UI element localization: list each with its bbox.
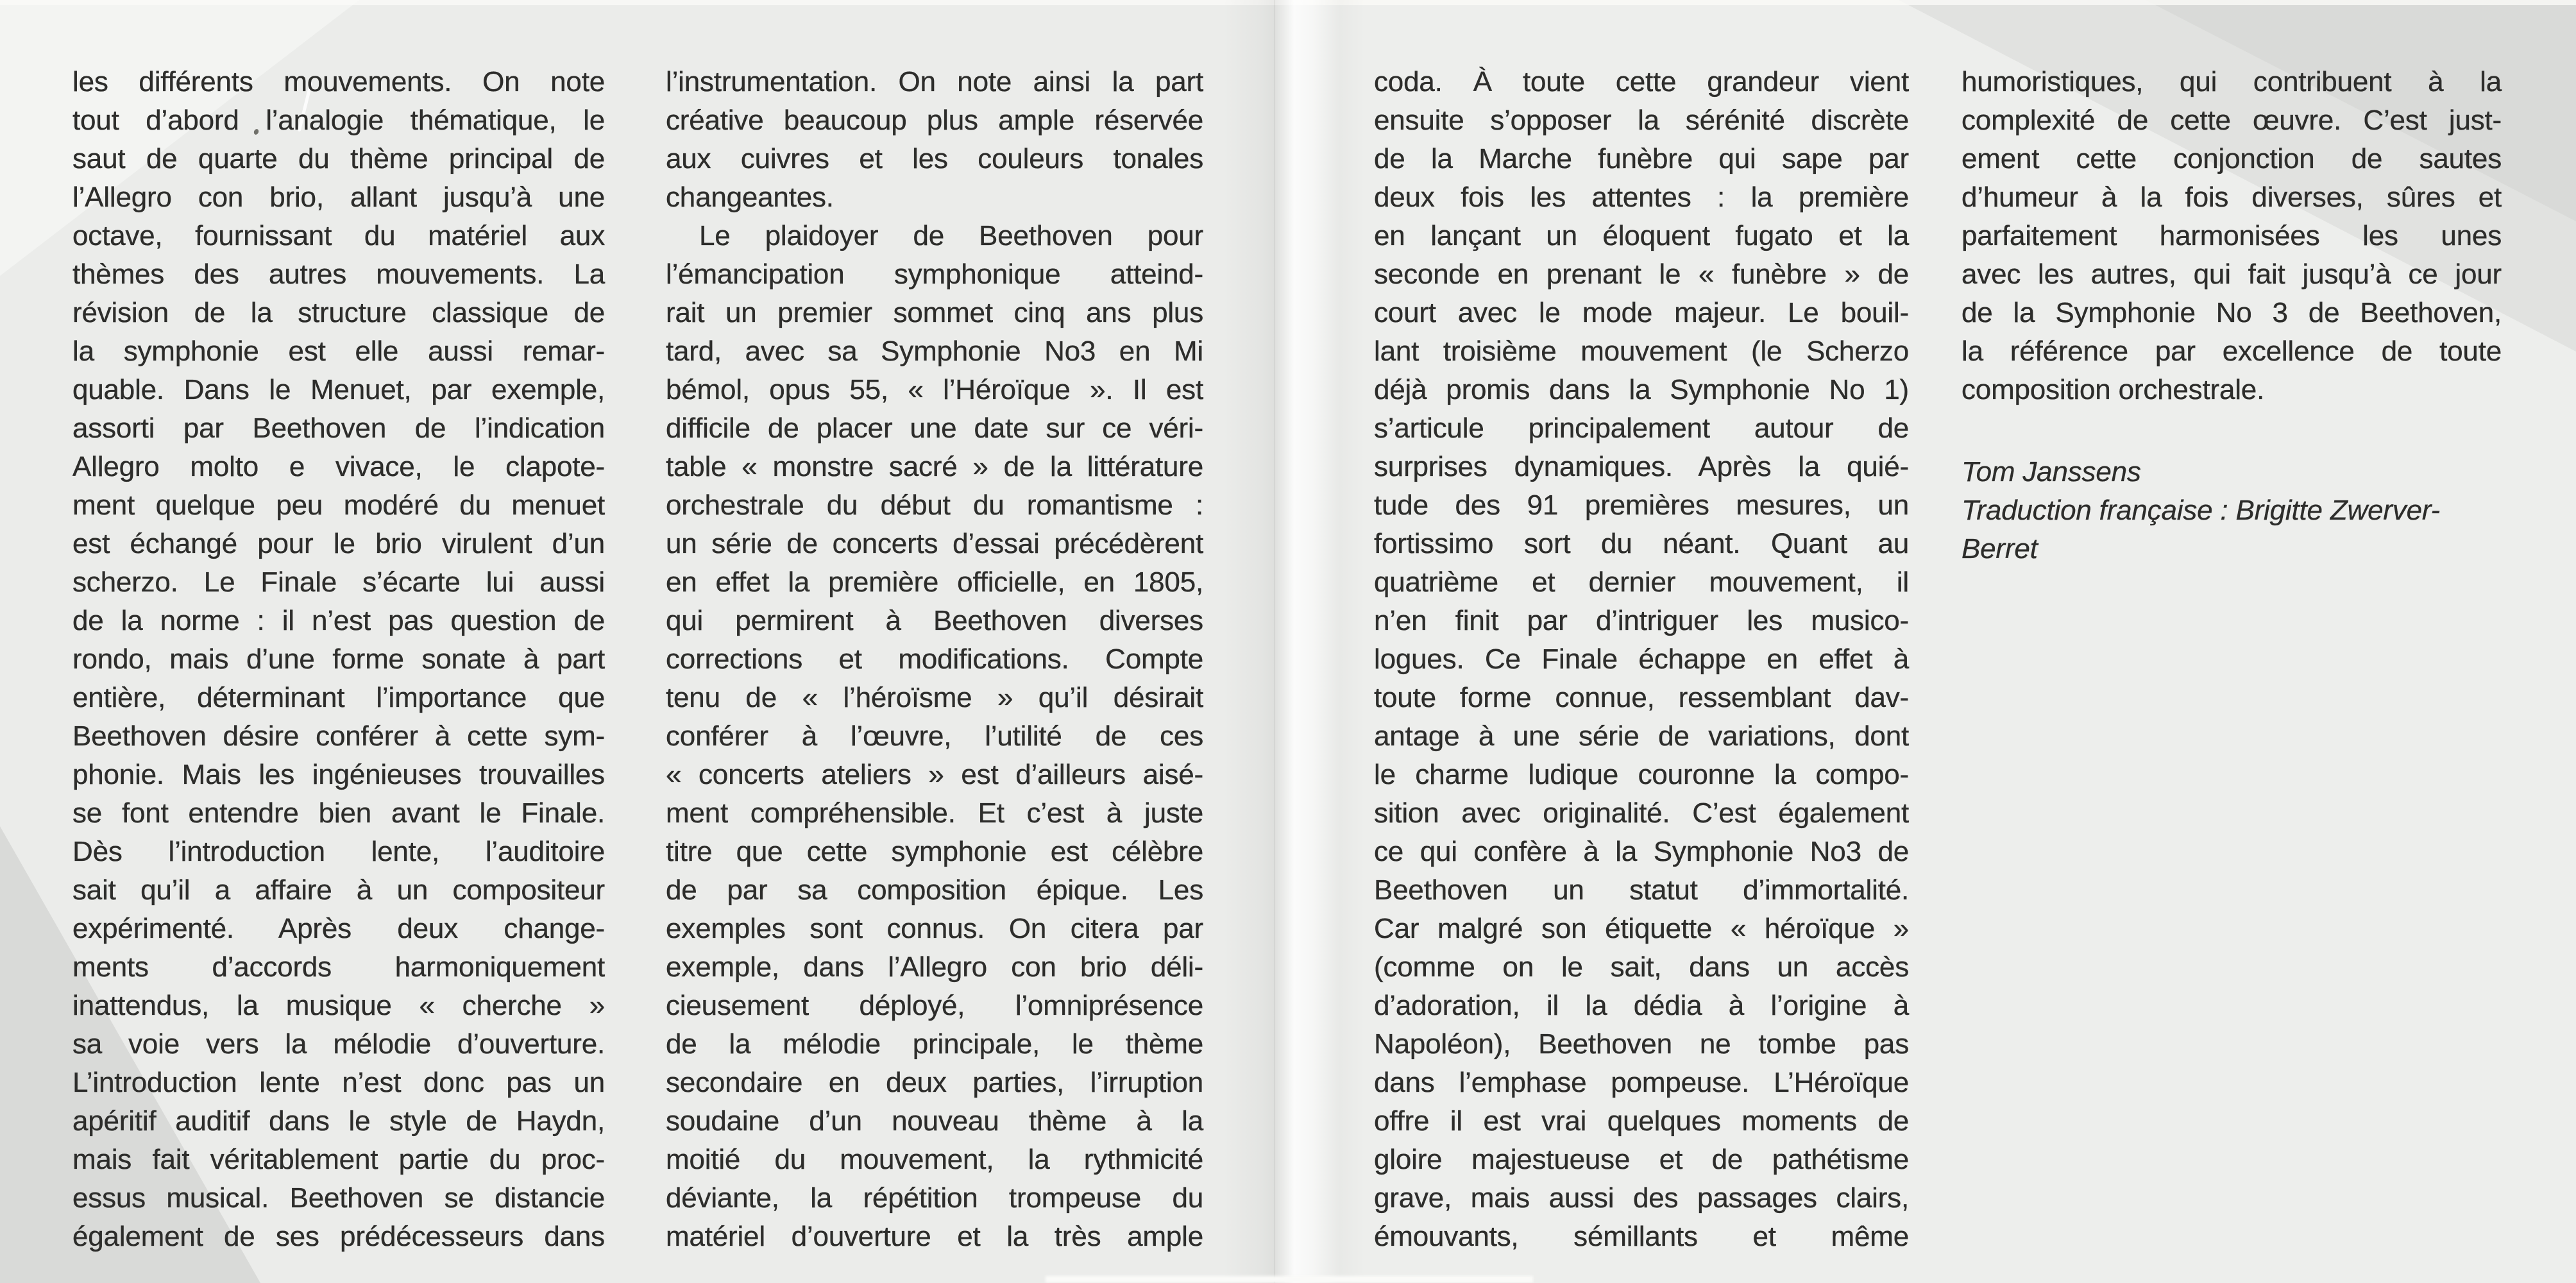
text-line: seconde en prenant le « funèbre » de [1374, 259, 1909, 290]
text-line: est échangé pour le brio virulent d’un [72, 528, 605, 559]
text-line: orchestrale du début du romantisme : [666, 489, 1203, 521]
text-line: court avec le mode majeur. Le bouil- [1374, 297, 1909, 328]
text-line: l’émancipation symphonique atteind- [666, 259, 1203, 290]
text-line: l’instrumentation. On note ainsi la part [666, 66, 1203, 98]
text-line: les différents mouvements. On note [72, 66, 605, 98]
text-line: tard, avec sa Symphonie No3 en Mi [666, 336, 1203, 367]
text-line: corrections et modifications. Compte [666, 643, 1203, 675]
text-line: la référence par excellence de toute [1962, 336, 2502, 367]
text-line: avec les autres, qui fait jusqu’à ce jour [1962, 259, 2502, 290]
text-line: Le plaidoyer de Beethoven pour [699, 220, 1203, 251]
text-line: sition avec originalité. C’est également [1374, 797, 1909, 829]
text-line: Beethoven désire conférer à cette sym- [72, 720, 605, 752]
text-line: lant troisième mouvement (le Scherzo [1374, 336, 1909, 367]
text-line: ment quelque peu modéré du menuet [72, 489, 605, 521]
text-line: offre il est vrai quelques moments de [1374, 1105, 1909, 1137]
text-line: changeantes. [666, 182, 834, 213]
text-line: exemples sont connus. On citera par [666, 913, 1203, 944]
text-line: table « monstre sacré » de la littérature [666, 451, 1203, 482]
text-line: moitié du mouvement, la rythmicité [666, 1144, 1203, 1175]
text-line: rondo, mais d’une forme sonate à part [72, 643, 605, 675]
text-line: secondaire en deux parties, l’irruption [666, 1067, 1203, 1098]
text-line: difficile de placer une date sur ce véri- [666, 412, 1203, 444]
text-line: de la norme : il n’est pas question de [72, 605, 605, 636]
text-line: mais fait véritablement partie du proc- [72, 1144, 605, 1175]
text-line: en effet la première officielle, en 1805, [666, 566, 1203, 598]
text-line: entière, déterminant l’importance que [72, 682, 605, 713]
text-line: logues. Ce Finale échappe en effet à [1374, 643, 1909, 675]
text-line: thèmes des autres mouvements. La [72, 259, 605, 290]
text-line: n’en finit par d’intriguer les musico- [1374, 605, 1909, 636]
text-line: tude des 91 premières mesures, un [1374, 489, 1909, 521]
text-line: grave, mais aussi des passages clairs, [1374, 1182, 1909, 1214]
text-line: sait qu’il a affaire à un compositeur [72, 874, 605, 906]
text-line: le charme ludique couronne la compo- [1374, 759, 1909, 790]
text-line: quatrième et dernier mouvement, il [1374, 566, 1909, 598]
text-line: L’introduction lente n’est donc pas un [72, 1067, 605, 1098]
text-line: de la mélodie principale, le thème [666, 1028, 1203, 1060]
text-line: « concerts ateliers » est d’ailleurs aisé- [666, 759, 1203, 790]
text-line: essus musical. Beethoven se distancie [72, 1182, 605, 1214]
text-line: Napoléon), Beethoven ne tombe pas [1374, 1028, 1909, 1060]
text-line: un série de concerts d’essai précédèrent [666, 528, 1203, 559]
text-line: cieusement déployé, l’omniprésence [666, 990, 1203, 1021]
text-line: tout d’abord l’analogie thématique, le [72, 105, 605, 136]
text-column-1 [72, 63, 605, 1256]
text-line: émouvants, sémillants et même [1374, 1221, 1909, 1252]
text-line: la symphonie est elle aussi remar- [72, 336, 605, 367]
text-line: de la Marche funèbre qui sape par [1374, 143, 1909, 174]
text-line: déjà promis dans la Symphonie No 1) [1374, 374, 1909, 405]
text-line: parfaitement harmonisées les unes [1962, 220, 2502, 251]
text-line: ensuite s’opposer la sérénité discrète [1374, 105, 1909, 136]
text-line: conférer à l’œuvre, l’utilité de ces [666, 720, 1203, 752]
text-line: l’Allegro con brio, allant jusqu’à une [72, 182, 605, 213]
text-line: fortissimo sort du néant. Quant au [1374, 528, 1909, 559]
text-line: octave, fournissant du matériel aux [72, 220, 605, 251]
credit-line: Traduction française : Brigitte Zwerver- [1962, 495, 2440, 526]
text-line: également de ses prédécesseurs dans [72, 1221, 605, 1252]
text-line: complexité de cette œuvre. C’est just- [1962, 105, 2502, 136]
text-line: sa voie vers la mélodie d’ouverture. [72, 1028, 605, 1060]
text-line: déviante, la répétition trompeuse du [666, 1182, 1203, 1214]
text-line: composition orchestrale. [1962, 374, 2265, 405]
text-line: Car malgré son étiquette « héroïque » [1374, 913, 1909, 944]
text-line: surprises dynamiques. Après la quié- [1374, 451, 1909, 482]
text-line: bémol, opus 55, « l’Héroïque ». Il est [666, 374, 1203, 405]
text-line: soudaine d’un nouveau thème à la [666, 1105, 1203, 1137]
page-fold-crease [1274, 0, 1275, 1283]
text-line: ments d’accords harmoniquement [72, 951, 605, 983]
text-line: toute forme connue, ressemblant dav- [1374, 682, 1909, 713]
text-line: humoristiques, qui contribuent à la [1962, 66, 2502, 98]
text-line: saut de quarte du thème principal de [72, 143, 605, 174]
credit-line: Berret [1962, 533, 2038, 565]
text-line: se font entendre bien avant le Finale. [72, 797, 605, 829]
text-line: révision de la structure classique de [72, 297, 605, 328]
text-column-4 [1962, 63, 2502, 409]
text-line: exemple, dans l’Allegro con brio déli- [666, 951, 1203, 983]
text-line: ement cette conjonction de sautes [1962, 143, 2502, 174]
text-line: rait un premier sommet cinq ans plus [666, 297, 1203, 328]
text-line: inattendus, la musique « cherche » [72, 990, 605, 1021]
text-line: créative beaucoup plus ample réservée [666, 105, 1203, 136]
credit-line: Tom Janssens [1962, 456, 2141, 488]
text-line: titre que cette symphonie est célèbre [666, 836, 1203, 867]
text-line: coda. À toute cette grandeur vient [1374, 66, 1909, 98]
scan-edge-bottom-center [1046, 1276, 1533, 1283]
text-line: (comme on le sait, dans un accès [1374, 951, 1909, 983]
text-line: matériel d’ouverture et la très ample [666, 1221, 1203, 1252]
text-line: quable. Dans le Menuet, par exemple, [72, 374, 605, 405]
text-line: phonie. Mais les ingénieuses trouvailles [72, 759, 605, 790]
text-line: d’humeur à la fois diverses, sûres et [1962, 182, 2502, 213]
text-line: dans l’emphase pompeuse. L’Héroïque [1374, 1067, 1909, 1098]
text-line: de la Symphonie No 3 de Beethoven, [1962, 297, 2502, 328]
text-line: qui permirent à Beethoven diverses [666, 605, 1203, 636]
text-line: Beethoven un statut d’immortalité. [1374, 874, 1909, 906]
text-line: d’adoration, il la dédia à l’origine à [1374, 990, 1909, 1021]
text-line: s’articule principalement autour de [1374, 412, 1909, 444]
text-line: ce qui confère à la Symphonie No3 de [1374, 836, 1909, 867]
text-line: gloire majestueuse et de pathétisme [1374, 1144, 1909, 1175]
text-line: tenu de « l’héroïsme » qu’il désirait [666, 682, 1203, 713]
text-line: deux fois les attentes : la première [1374, 182, 1909, 213]
text-line: de par sa composition épique. Les [666, 874, 1203, 906]
text-line: Allegro molto e vivace, le clapote- [72, 451, 605, 482]
text-line: antage à une série de variations, dont [1374, 720, 1909, 752]
text-line: scherzo. Le Finale s’écarte lui aussi [72, 566, 605, 598]
text-line: ment compréhensible. Et c’est à juste [666, 797, 1203, 829]
text-line: aux cuivres et les couleurs tonales [666, 143, 1203, 174]
text-line: assorti par Beethoven de l’indication [72, 412, 605, 444]
author-translator-credits [1962, 453, 2502, 568]
text-line: expérimenté. Après deux change- [72, 913, 605, 944]
text-line: Dès l’introduction lente, l’auditoire [72, 836, 605, 867]
text-line: apéritif auditif dans le style de Haydn, [72, 1105, 605, 1137]
text-column-2 [666, 63, 1203, 1256]
page-fold-gutter [1224, 0, 1365, 1283]
text-column-3 [1374, 63, 1909, 1256]
text-line: en lançant un éloquent fugato et la [1374, 220, 1909, 251]
